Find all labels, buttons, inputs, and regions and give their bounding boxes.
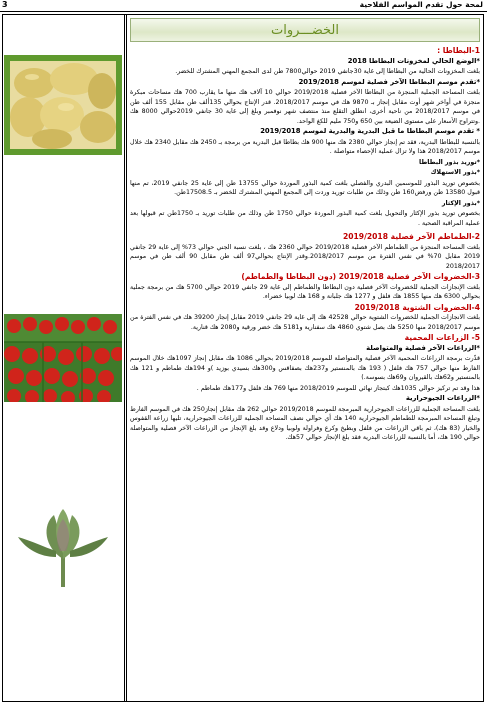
protected-late-text-2: هذا وقد تم تركيز حوالي 1035هك كبتجاز نهائي للموسم 2018/2019 منها 769 هك فلفل و177هك طماطم . [196, 384, 480, 392]
consumption-seeds-text: بخصوص توريد البذور للموسمين البدري والفصلي بلغت كمية البذور الموردة حوالي 13755 طن إلى غاية 25 جانفي 2019، تم منها قبول 13580 طن ورفض160 طن وذلك من طلبات توريد وردت إلى المجمع المهني المشترك للخضر بـ 17508.5طن. [130, 179, 480, 196]
geothermal-heading: *الزراعات الجيوحرارية [405, 394, 480, 402]
tomatoes-photo [4, 314, 122, 402]
geothermal-text: بلغت المساحة الجملية للزراعات الجيوحرارية المبرمجة للموسم 2019/2018 حوالي 262 هك مقابل إنجاز250 هك في الموسم الفارط وتبلغ المساحة المبرمجة للطماطم الجيوحرارية 140 هك أي حوالي نصف المساحة الجملية للزراعات الجيوحرارية، تليها زراعة القفوس والخيار (83 هك)، ثم باقي الزراعات من فلفل وبطيخ وكرع وفراولة ولوبيا ودلاع وقد بلغ الإنجاز من الزراعات الآخر فصلية والمتواصلة حوالي 190 هك، أما بالنسبة للزراعات البدرية فقد بلغ الإنجاز حوالي 57هك. [130, 405, 480, 441]
other-vegetables-text: بلغت الإنجازات الجملية للخضروات الآخر فصلية دون البطاطا والطماطم إلى غاية 29 جانفي 2019 حوالي 5700 هك من برمجة جملية بحوالي 6300 هك منها 1855 هك فلفل و 1277 هك جلبانة و 168 هك لوبيا خضراء. [130, 283, 480, 300]
early-season-heading: * تقدم موسم البطاطا ما قبل البدرية والبدرية لموسم 2019/2018 [260, 127, 480, 135]
multiplication-seeds-text: بخصوص توريد بذور الإكثار والتحويل بلغت كمية البذور الموردة حوالي 1750 طن وذلك من طلبات توريد بـ 1750طن تم قبولها بعد عملية المراقبة الصحية . [130, 210, 480, 227]
section-title-potato: 1-البطاطا : [437, 46, 480, 55]
artichoke-photo [4, 507, 122, 589]
page-number: 3 [2, 0, 8, 9]
section-title-winter-vegetables: 4-الخضروات الشتوية 2019/2018 [354, 302, 480, 312]
column-divider-inner [124, 14, 125, 702]
potato-stock-text: بلغت المخزونات الحالية من البطاطا إلى غاية 30جانفي 2019 حوالي7800 طن لدى المجمع المهني المشترك للخضر. [175, 68, 480, 75]
winter-vegetables-text: بلغت الانجازات الجملية للخضروات الشتوية حوالي 42528 هك إلى غاية 29 جانفي 2019 مقابل إنجاز 39200 هك في نفس الفترة من موسم 2018/2017 منها 5250 هك بصل شتوي 4860 هك سفنارية و5181 هك خضر ورقية و2080 هك قنارية. [130, 314, 480, 331]
multiplication-seeds-heading: *بذور الإكثار [441, 199, 480, 207]
section-title-other-vegetables: 3-الخضروات الآخر فصلية 2019/2018 (دون البطاطا والطماطم) [241, 272, 480, 281]
potato-stock-heading: *الوضع الحالي لمخزونات البطاطا 2018 [347, 56, 480, 65]
main-text-column [130, 46, 480, 700]
section-title-tomato: 2-الطماطم الآخر فصلية 2019/2018 [342, 232, 480, 241]
header-rule [0, 11, 487, 12]
page-header-title: لمحة حول تقدم المواسم الفلاحية [359, 0, 483, 9]
late-season-text: بلغت المساحة الجملية المنجزة من البطاطا الآخر فصلية 2019/2018 حوالي 10 آلاف هك منها ما يقارب 700 هك مساحات مبكرة منجزة في أواخر شهر أوت مقابل إنجاز بـ 9870 هك في موسم 2018/2017. قدر الإنتاج بحوالي 135ألف طن مقابل 155 ألف طن في موسم 2018/2017 من ناحية أخرى، انطلق التقلع منذ منتصف شهر نوفمبر وبلغ إلى غاية 30 جانفي 2019حوالي 8000 هك .وتتراوح الأسعار على مستوى الضيعة بين 650 و750 مليم للكغ الواحد. [130, 89, 480, 125]
section-title-protected-crops: 5- الزراعات المحمية [404, 333, 480, 342]
late-season-heading: *تقدم موسم البطاطا الآخر فصلية لموسم 2019/2018 [298, 77, 480, 86]
page-header [0, 0, 487, 12]
seed-import-heading: *توريد بذور البطاطا [418, 158, 480, 166]
early-season-text: بالنسبة للبطاطا البدرية، فقد تم إنجاز حوالي 2380 هك منها 900 هك بطاطا قبل البدرية من برمجة بـ 2450 هك مقابل 2340 هك خلال موسم 2018/2017 هذا ولا تزال عملية الإحصاء متواصلة . [130, 138, 480, 155]
column-divider [126, 14, 127, 702]
consumption-seeds-heading: *بذور الاستهلاك [430, 169, 480, 176]
protected-late-heading: *الزراعات الآخر فصلية والمتواصلة [366, 343, 480, 352]
protected-late-text: قدّرت برمجة الزراعات المحمية الآخر فصلية والمتواصلة للموسم 2019/2018 بحوالي 1086 هك مقابل إنجاز 1097هك خلال الموسم الفارط منها حوالي 757 هك فلفل ( 193 هك بالمنستير و237هك بصفاقس و300هك بسيدي بوزيد )و 194هك طماطم و 121 هك بالمنستير و62هك بالقيروان و69هك بسوسة.) [130, 355, 480, 381]
tomato-text: بلغت المساحة المنجزة من الطماطم الآخر فصلية 2019/2018 حوالي 2360 هك ، بلغت نسبة الجني حوالي 73% إلى غاية 29 جانفي 2019 مقابل 70% في نفس الفترة من موسم 2018/2017.وقدر الإنتاج بحوالي97 ألف طن مقابل 90 ألف طن في موسم 2018/2017 [130, 243, 480, 270]
banner-title: الخضـــروات [271, 23, 339, 38]
potatoes-photo [4, 55, 122, 155]
section-banner [130, 18, 480, 42]
